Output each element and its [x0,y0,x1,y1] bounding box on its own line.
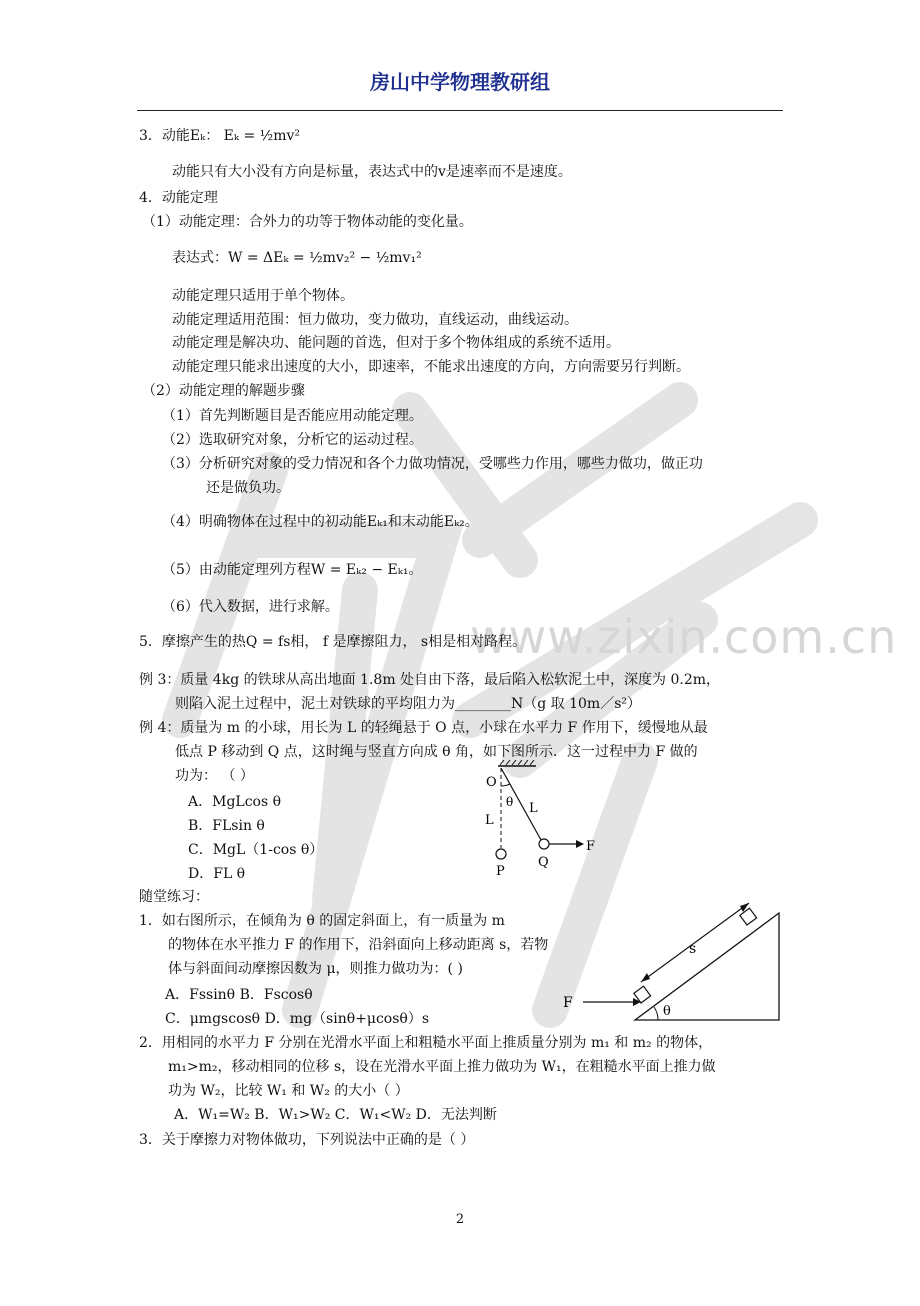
text-line: （3）分析研究对象的受力情况和各个力做功情况，受哪些力作用，哪些力做功，做正功 [162,456,703,472]
ball-q [539,839,549,849]
text-line: （6）代入数据，进行求解。 [162,599,339,615]
text-line: 表达式：W = ΔEₖ = ½mv₂² − ½mv₁² [172,250,422,266]
watermark-stroke [470,520,800,720]
text-line: （4）明确物体在过程中的初动能Eₖ₁和末动能Eₖ₂。 [162,514,479,530]
text-line: A．W₁=W₂ B．W₁>W₂ C．W₁<W₂ D．无法判断 [174,1107,497,1123]
text-line: 还是做负功。 [206,480,290,496]
text-line: B．FLsin θ [188,818,265,834]
text-line: 2．用相同的水平力 F 分别在光滑水平面上和粗糙水平面上推质量分别为 m₁ 和 m₂ 的物体， [139,1035,713,1051]
text-line: 4．动能定理 [139,190,218,206]
text-line: m₁>m₂，移动相同的位移 s，设在光滑水平面上推力做功为 W₁，在粗糙水平面上推力做 [168,1059,716,1075]
text-line: （1）动能定理：合外力的功等于物体动能的变化量。 [142,214,473,230]
text-line: D．FL θ [188,866,246,882]
label-incline-theta: θ [663,1004,671,1019]
pendulum-figure [468,760,598,885]
ball-p [496,849,506,859]
label-s: s [689,941,697,957]
text-line: A．MgLcos θ [188,794,282,810]
text-line: 1．如右图所示，在倾角为 θ 的固定斜面上，有一质量为 m [139,913,505,929]
text-line: 5．摩擦产生的热Q = fs相， f 是摩擦阻力， s相是相对路程。 [139,634,527,650]
label-l-dashed: L [485,813,494,828]
text-line: 的物体在水平推力 F 的作用下，沿斜面向上移动距离 s，若物 [168,937,549,953]
text-line: 功为： （ ） [175,768,254,784]
text-line: A．Fssinθ B．Fscosθ [165,987,313,1003]
label-l-rope: L [529,801,538,816]
distance-arrowhead-low [641,973,650,982]
text-line: 低点 P 移动到 Q 点，这时绳与竖直方向成 θ 角，如下图所示．这一过程中力 F 做的 [175,744,698,760]
text-line: 动能定理适用范围：恒力做功，变力做功，直线运动，曲线运动。 [172,312,578,328]
text-line: （1）首先判断题目是否能应用动能定理。 [162,408,423,424]
force-arrowhead [576,840,584,848]
text-line: C．μmgscosθ D．mg（sinθ+μcosθ）s [165,1011,430,1027]
block-top [740,908,757,925]
incline-theta-arc [654,1007,658,1020]
text-line: 动能只有大小没有方向是标量，表达式中的v是速率而不是速度。 [172,164,572,180]
label-push-f: F [563,995,573,1011]
text-line: 3．动能Eₖ： Eₖ = ½mv² [139,128,301,144]
text-line: （2）选取研究对象，分析它的运动过程。 [162,432,423,448]
watermark-url: www.zixin.com.cn [470,610,898,664]
text-line: 例 4：质量为 m 的小球，用长为 L 的轻绳悬于 O 点，小球在水平力 F 作用下，缓慢地从最 [139,720,708,736]
text-line: （2）动能定理的解题步骤 [142,383,305,399]
watermark-stroke [520,620,700,760]
incline-figure [555,895,790,1030]
text-line: 随堂练习： [139,889,209,905]
text-line: （5）由动能定理列方程W = Eₖ₂ − Eₖ₁。 [162,562,423,578]
text-line: 3．关于摩擦力对物体做功，下列说法中正确的是（ ） [139,1132,475,1148]
theta-arc [501,784,510,786]
text-line: 功为 W₂，比较 W₁ 和 W₂ 的大小（ ） [168,1083,409,1099]
text-line: 动能定理只能求出速度的大小，即速率，不能求出速度的方向，方向需要另行判断。 [172,359,690,375]
text-line: C．MgL（1-cos θ） [188,842,324,858]
page-header-title: 房山中学物理教研组 [370,70,550,94]
incline-triangle [635,913,779,1020]
label-f: F [586,839,596,854]
label-p: P [496,864,505,879]
text-line: 则陷入泥土过程中，泥土对铁球的平均阻力为________N（g 取 10m／s²） [175,696,641,712]
text-line: 体与斜面间动摩擦因数为 μ，则推力做功为：( ) [168,961,463,977]
text-line: 动能定理是解决功、能问题的首选，但对于多个物体组成的系统不适用。 [172,335,620,351]
label-o: O [486,775,497,790]
label-q: Q [538,855,549,870]
text-line: 例 3：质量 4kg 的铁球从高出地面 1.8m 处自由下落，最后陷入松软泥土中，深度为 0.2m， [139,672,721,688]
label-theta: θ [506,795,514,809]
header-rule [137,110,783,111]
text-line: 动能定理只适用于单个物体。 [172,288,354,304]
watermark-stroke [410,410,520,560]
ceiling-hatch [500,760,534,765]
page-number: 2 [455,1212,465,1227]
